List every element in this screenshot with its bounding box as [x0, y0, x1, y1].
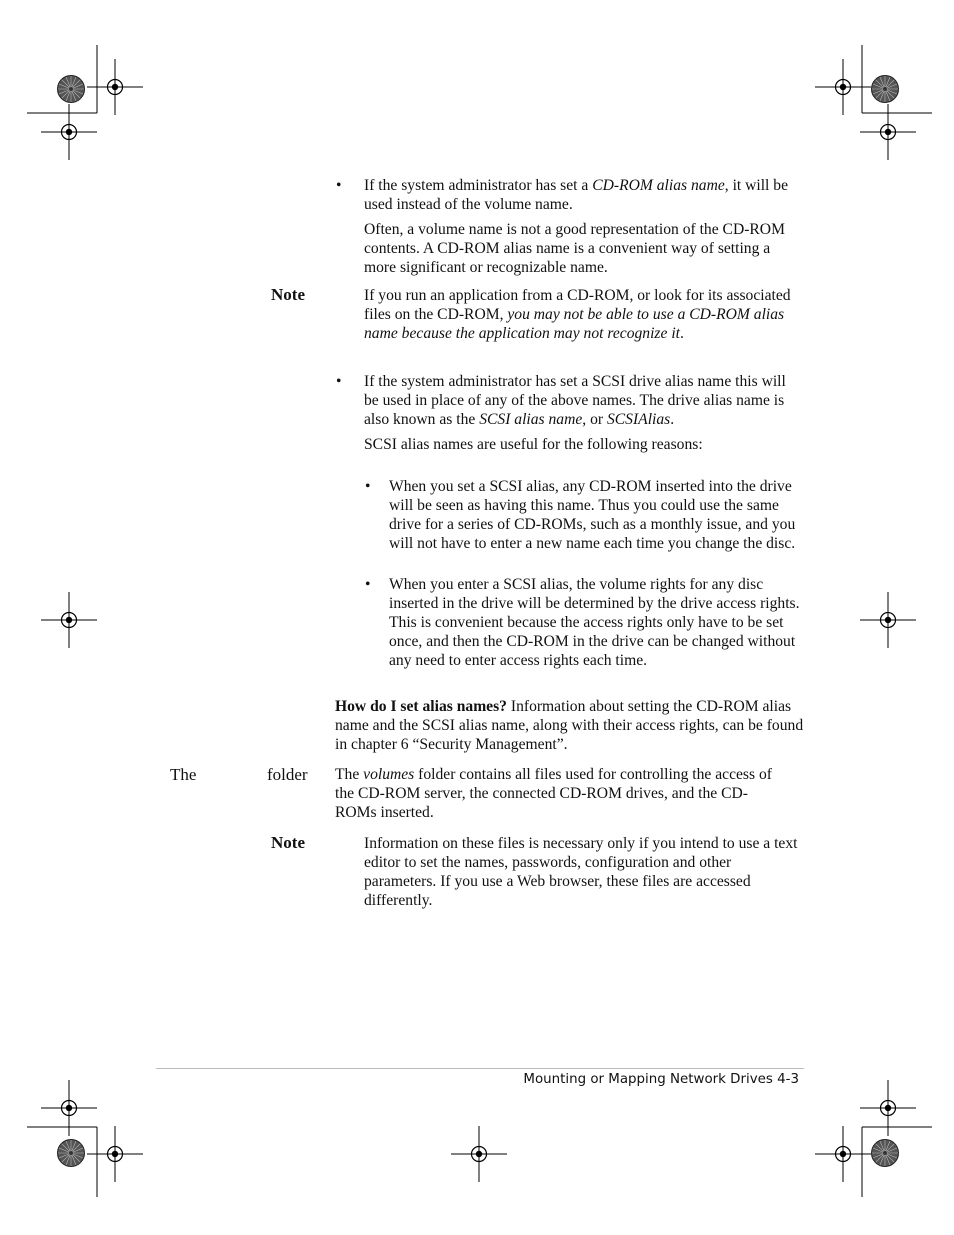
- note-text-editor: Information on these files is necessary only if you intend to use a text editor to set the names, passwords, configuration and other parameters. If you use a Web browser, these files are accessed differently.: [364, 835, 798, 909]
- scsi-reasons-intro: SCSI alias names are useful for the following reasons:: [364, 436, 703, 453]
- text-span: Information about setting the CD-ROM alias name and the SCSI alias name, along with their access rights, can be found in chapter 6 “Security Management”.: [335, 698, 804, 753]
- volumes-folder-description: [335, 765, 785, 822]
- side-heading-word2: folder: [267, 765, 308, 784]
- howto-heading: How do I set alias names?: [335, 698, 507, 715]
- text-span: .: [670, 411, 675, 428]
- sub-bullet-volume-rights: When you enter a SCSI alias, the volume rights for any disc inserted in the drive will be determined by the drive access rights. This is convenient because the access rights only have to be set once, and then the CD-ROM in the drive can be changed without any need to enter access rights each time.: [389, 576, 800, 669]
- text-span: , or: [582, 411, 607, 428]
- note-cdrom-application: [364, 286, 804, 343]
- footer-rule: [156, 1068, 804, 1069]
- emphasis-term: SCSI alias name: [479, 411, 583, 428]
- text-span: If the system administrator has set a: [364, 177, 593, 194]
- sub-bullet-marker: •: [365, 576, 371, 593]
- note-text: [364, 286, 804, 343]
- emphasis-text: you may not be able to use a CD-ROM alias name because the application may not recognize it: [364, 306, 785, 342]
- emphasis-term: volumes: [363, 766, 415, 783]
- side-heading-word1: The: [170, 765, 197, 784]
- emphasis-term: CD-ROM alias name: [592, 177, 725, 194]
- sub-bullet-same-drive: When you set a SCSI alias, any CD-ROM inserted into the drive will be seen as having this name. Thus you could use the same drive for a series of CD-ROMs, such as a monthly issue, and you will not have to enter a new name each time you change the disc.: [389, 478, 796, 552]
- emphasis-term: SCSIAlias: [606, 411, 671, 428]
- bullet-cdrom-alias-text: [364, 176, 804, 214]
- bullet-cdrom-alias-detail: Often, a volume name is not a good representation of the CD-ROM contents. A CD-ROM alias name is a convenient way of setting a more significant or recognizable name.: [364, 221, 785, 276]
- volumes-text: [335, 765, 785, 822]
- text-span: folder contains all files used for controlling the access of the CD-ROM server, the connected CD-ROM drives, and the CD-ROMs inserted.: [335, 766, 772, 821]
- text-span: If you run an application from a CD-ROM, or look for its associated files on the CD-ROM,: [364, 287, 791, 323]
- sub-bullet-marker: •: [365, 478, 371, 495]
- bullet-scsi-alias-text: [364, 372, 804, 429]
- howto-alias-names: [335, 697, 805, 754]
- page-footer: Mounting or Mapping Network Drives 4-3: [523, 1072, 799, 1087]
- note-label: Note: [271, 833, 305, 852]
- bullet-scsi-alias: [364, 372, 804, 454]
- text-span: The: [335, 766, 364, 783]
- text-span: , it will be used instead of the volume name.: [364, 177, 789, 213]
- text-span: If the system administrator has set a SCSI drive alias name this will be used in place of any of the above names. The drive alias name is also known as the: [364, 373, 786, 428]
- note-label: Note: [271, 285, 305, 304]
- howto-text: [335, 697, 805, 754]
- text-span: .: [680, 325, 684, 342]
- bullet-marker: •: [336, 177, 342, 194]
- bullet-cdrom-alias: [364, 176, 804, 277]
- bullet-marker: •: [336, 373, 342, 390]
